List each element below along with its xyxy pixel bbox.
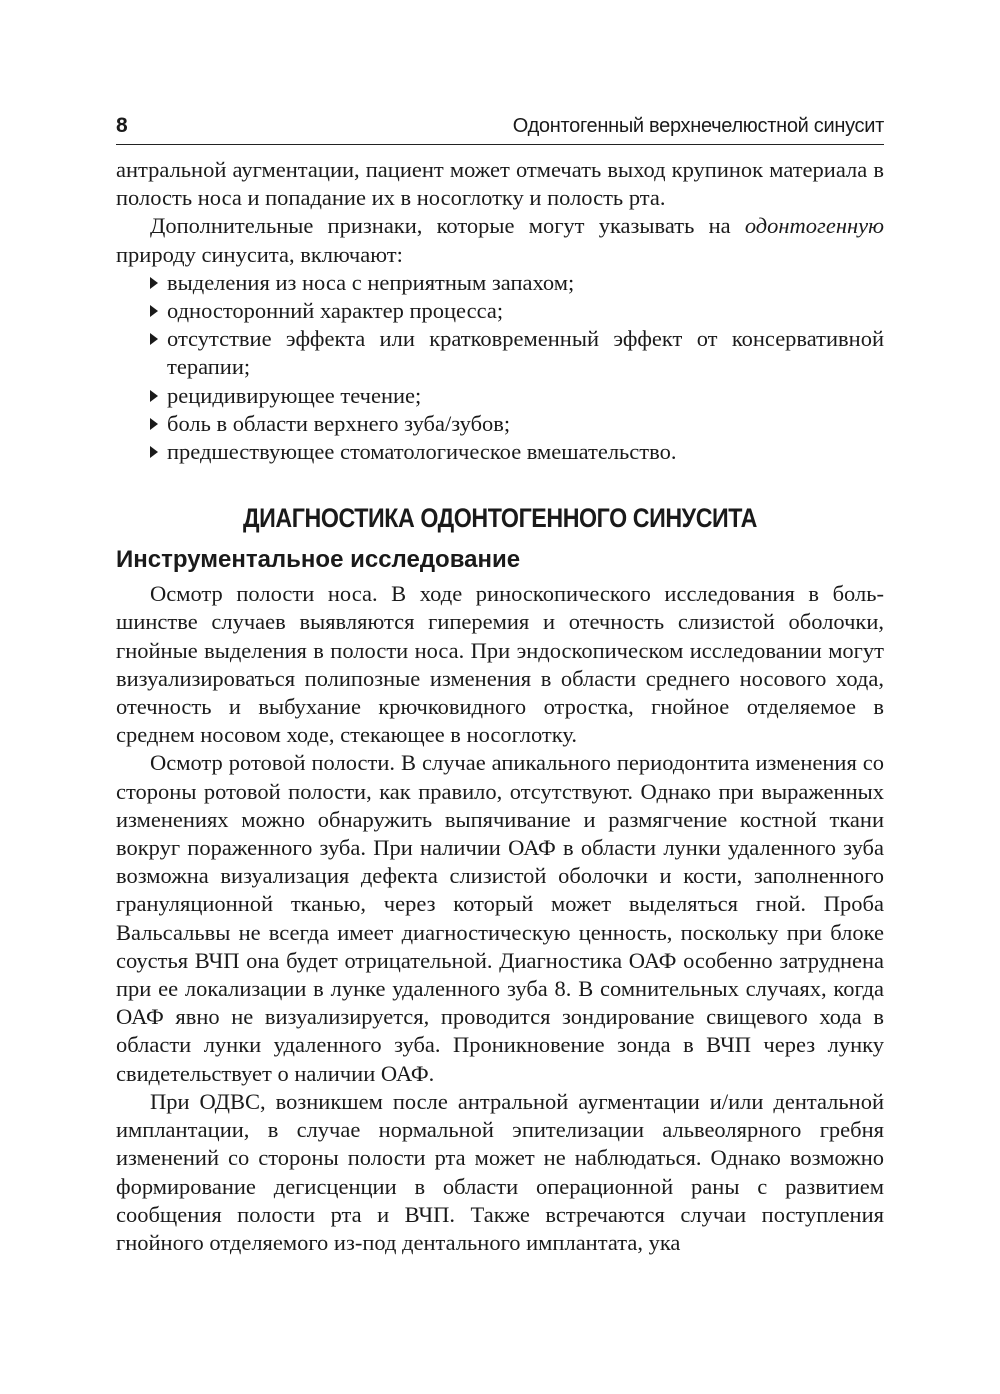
- intro-paragraph-continued: антральной аугментации, пациент может отмечать выход крупинок материала в полость носа и попадание их в носоглотку и полость рта.: [116, 157, 884, 211]
- paragraph-nasal-exam: Осмотр полости носа. В ходе риноскопического исследования в большинстве случаев выявляются гиперемия и отечность слизистой оболочки, гнойные выделения в полости носа. При эндоскопическом исследовании могут визуализироваться полипозные изменения в области среднего носового хода, отечность и выбухание крючковидного отростка, гнойное отделяемое в среднем носовом ходе, стекающее в носоглотку.: [116, 581, 884, 748]
- intro-text-after: природу синусита, включают:: [116, 241, 403, 267]
- subsection-heading: Инструментальное исследование: [116, 546, 521, 574]
- list-item: рецидивирующее течение;: [167, 382, 884, 410]
- intro-text-before: Дополнительные признаки, которые могут указывать на: [150, 213, 745, 239]
- intro-emphasis: одонтогенную: [744, 213, 884, 239]
- list-item: отсутствие эффекта или кратковременный эффект от консервативной терапии;: [167, 325, 884, 381]
- paragraph-oral-exam: Осмотр ротовой полости. В случае апикального периодонтита изменения со стороны ротовой полости, как правило, отсутствуют. Однако при выраженных изменениях можно обнаружить выпячивание и размягчение костной ткани вокруг пораженного зуба. При наличии ОАФ в области лунки удаленного зуба возможна визуализация дефекта слизистой оболочки и кости, заполненного грануляционной тканью, через который может выделяться гной. Проба Вальсальвы не всегда имеет диагностическую ценность, поскольку при блоке соустья ВЧП она будет отрицательной. Диагностика ОАФ особенно затруднена при ее локализации в лунке удаленного зуба 8. В сомнительных случаях, когда ОАФ явно не визуализируется, проводится зондирование свищевого хода в области лунки удаленного зуба. Проникновение зонда в ВЧП через лунку свидетельствует о наличии ОАФ.: [116, 750, 884, 1086]
- paragraph-augmentation: При ОДВС, возникшем после антральной аугментации и/или дентальной имплантации, в случае нормальной эпителизации альвеолярного гребня изменений со стороны полости рта может не наблюдаться. Однако возможно формирование дегисценции в области операционной раны с развитием сообщения полости рта и ВЧП. Также встречаются случаи поступления гнойного отделяемого из-под дентального имплантата, ука: [116, 1088, 884, 1255]
- list-item: боль в области верхнего зуба/зубов;: [167, 410, 884, 438]
- list-item: предшествующее стоматологическое вмешательство.: [167, 438, 884, 466]
- running-header: [116, 112, 884, 145]
- section-heading: ДИАГНОСТИКА ОДОНТОГЕННОГО СИНУСИТА: [243, 503, 757, 534]
- list-item: выделения из носа с неприятным запахом;: [167, 269, 884, 297]
- signs-list: [116, 269, 884, 466]
- intro-paragraph-signs: [116, 212, 884, 268]
- running-title: Одонтогенный верхнечелюстной синусит: [512, 115, 884, 137]
- list-item: односторонний характер процесса;: [167, 297, 884, 325]
- page-number: 8: [116, 114, 128, 137]
- page-body: [116, 156, 884, 1257]
